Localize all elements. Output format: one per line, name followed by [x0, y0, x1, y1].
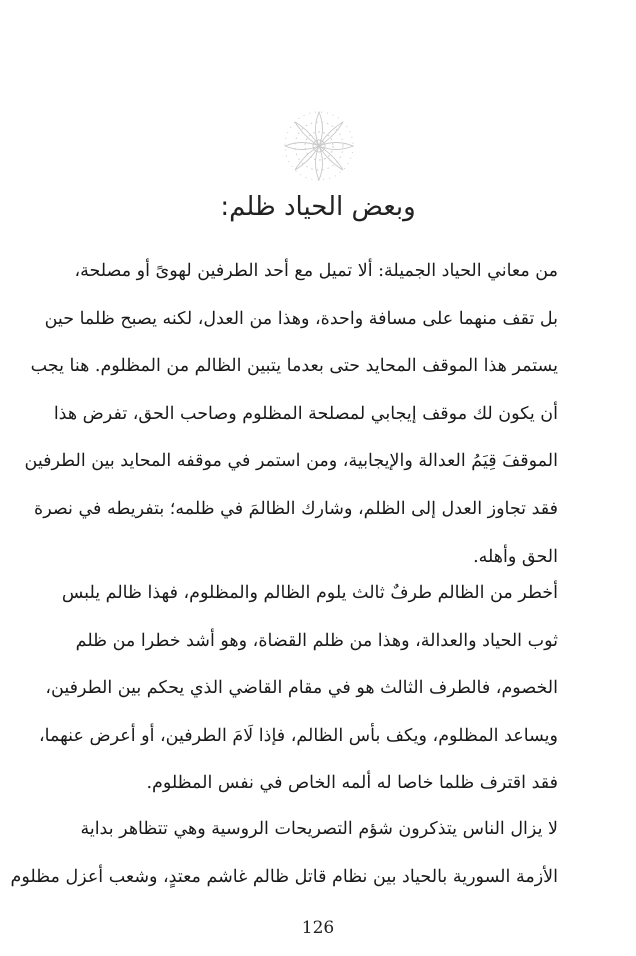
text-line: الأزمة السورية بالحياد بين نظام قاتل ظالم غاشم معتدٍ، وشعب أعزل مظلوم: [10, 866, 558, 887]
text-line: الموقفَ قِيَمُ العدالة والإيجابية، ومن استمر في موقفه المحايد بين الطرفين: [24, 451, 558, 472]
text-line: فقد تجاوز العدل إلى الظلم، وشارك الظالمَ في ظلمه؛ بتفريطه في نصرة: [34, 498, 558, 519]
paragraph-3: [10, 806, 558, 901]
text-line: أخطر من الظالم طرفٌ ثالث يلوم الظالم والمظلوم، فهذا ظالم يلبس: [61, 583, 558, 603]
text-line: يستمر هذا الموقف المحايد حتى بعدما يتبين الظالم من المظلوم. هنا يجب: [30, 356, 558, 377]
text-line: ويساعد المظلوم، ويكف بأس الظالم، فإذا لَامَ الطرفين، أو أعرض عنهما،: [39, 725, 558, 746]
floral-ornament-icon: [278, 105, 360, 187]
text-line: الحق وأهله.: [473, 546, 558, 567]
text-line: الخصوم، فالطرف الثالث هو في مقام القاضي الذي يحكم بين الطرفين،: [45, 678, 558, 699]
page-number: 126: [301, 918, 335, 938]
section-title: وبعض الحياد ظلم:: [220, 192, 416, 222]
text-line: أن يكون لك موقف إيجابي لمصلحة المظلوم وصاحب الحق، تفرض هذا: [53, 403, 558, 424]
text-line: فقد اقترف ظلما خاصا له ألمه الخاص في نفس المظلوم.: [146, 773, 558, 794]
text-line: بل تقف منهما على مسافة واحدة، وهذا من العدل، لكنه يصبح ظلما حين: [44, 308, 558, 329]
text-line: ثوب الحياد والعدالة، وهذا من ظلم القضاة، وهو أشد خطرا من ظلم: [75, 630, 558, 651]
paragraph-2: [39, 570, 558, 808]
paragraph-1: [24, 248, 558, 581]
text-line: من معاني الحياد الجميلة: ألا تميل مع أحد الطرفين لهوىً أو مصلحة،: [74, 261, 558, 281]
text-line: لا يزال الناس يتذكرون شؤم التصريحات الروسية وهي تتظاهر بداية: [80, 819, 558, 839]
